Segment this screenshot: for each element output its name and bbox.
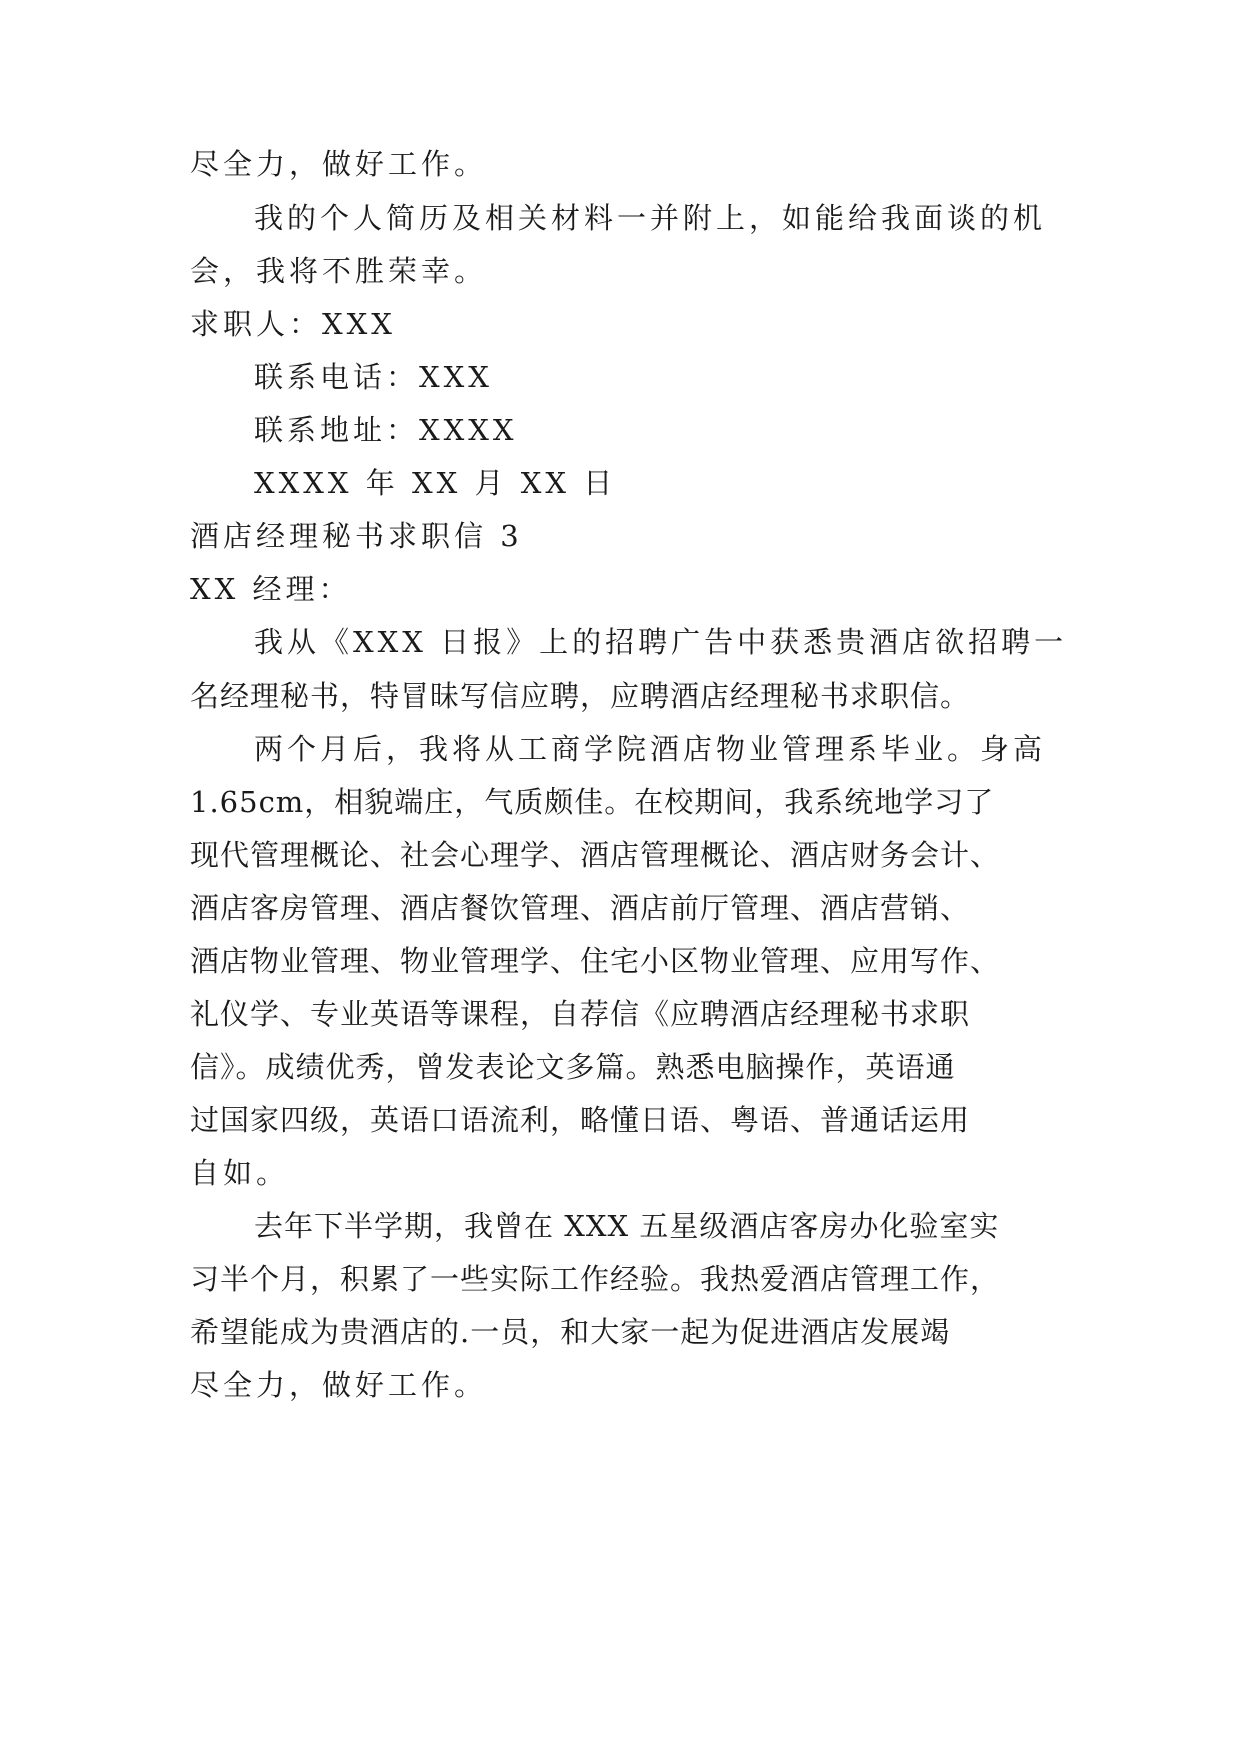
text-line: XXXX 年 XX 月 XX 日 bbox=[254, 466, 617, 500]
text-line: 信》。成绩优秀，曾发表论文多篇。熟悉电脑操作，英语通 bbox=[190, 1050, 956, 1084]
text-line: 联系地址：XXXX bbox=[254, 413, 518, 447]
text-line: 自如。 bbox=[190, 1156, 290, 1190]
text-line: 我从《XXX 日报》上的招聘广告中获悉贵酒店欲招聘一 bbox=[254, 625, 1068, 659]
text-line: 会，我将不胜荣幸。 bbox=[190, 254, 488, 288]
text-line: 去年下半学期，我曾在 XXX 五星级酒店客房办化验室实 bbox=[254, 1209, 1000, 1243]
salutation: XX 经理： bbox=[190, 572, 352, 606]
text-line: 尽全力，做好工作。 bbox=[190, 147, 488, 181]
section-title: 酒店经理秘书求职信 3 bbox=[190, 519, 523, 553]
text-line: 过国家四级，英语口语流利，略懂日语、粤语、普通话运用 bbox=[190, 1103, 971, 1137]
text-line: 希望能成为贵酒店的.一员，和大家一起为促进酒店发展竭 bbox=[190, 1315, 951, 1349]
text-line: 名经理秘书，特冒昧写信应聘，应聘酒店经理秘书求职信。 bbox=[190, 679, 971, 713]
text-line: 酒店客房管理、酒店餐饮管理、酒店前厅管理、酒店营销、 bbox=[190, 891, 971, 925]
text-line: 现代管理概论、社会心理学、酒店管理概论、酒店财务会计、 bbox=[190, 838, 1001, 872]
text-line: 我的个人简历及相关材料一并附上，如能给我面谈的机 bbox=[254, 201, 1047, 235]
text-line: 求职人：XXX bbox=[190, 307, 396, 341]
text-line: 习半个月，积累了一些实际工作经验。我热爱酒店管理工作， bbox=[190, 1262, 1001, 1296]
text-line: 尽全力，做好工作。 bbox=[190, 1368, 488, 1402]
text-line: 联系电话：XXX bbox=[254, 360, 493, 394]
text-line: 1.65cm，相貌端庄，气质颇佳。在校期间，我系统地学习了 bbox=[190, 785, 995, 819]
text-line: 酒店物业管理、物业管理学、住宅小区物业管理、应用写作、 bbox=[190, 944, 1001, 978]
text-line: 两个月后，我将从工商学院酒店物业管理系毕业。身高 bbox=[254, 732, 1047, 766]
text-line: 礼仪学、专业英语等课程，自荐信《应聘酒店经理秘书求职 bbox=[190, 997, 971, 1031]
